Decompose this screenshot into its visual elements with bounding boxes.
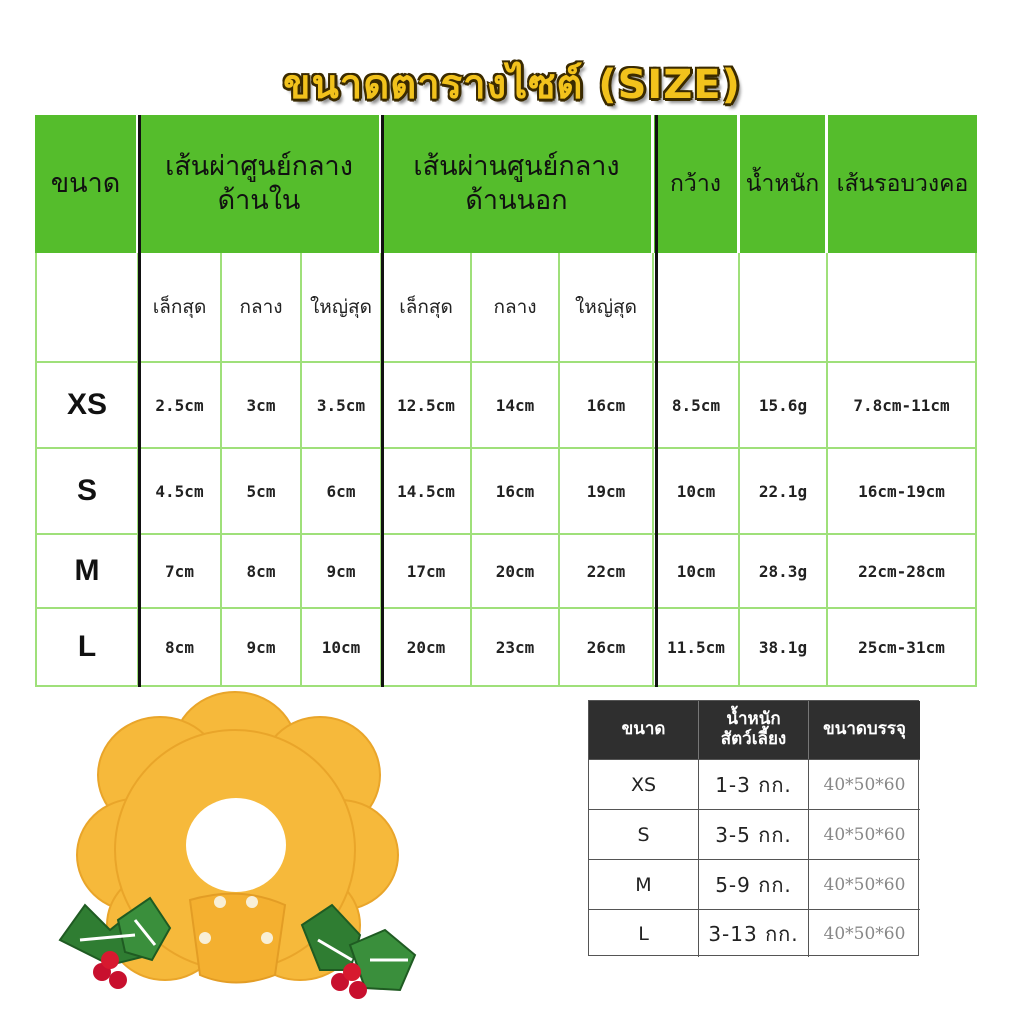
table-cell: 20cm bbox=[472, 535, 560, 609]
table-cell: 3.5cm bbox=[302, 363, 382, 449]
pet-row-pack: 40*50*60 bbox=[809, 859, 920, 909]
table-cell: 38.1g bbox=[740, 609, 828, 687]
table-cell: 16cm bbox=[472, 449, 560, 535]
pet-weight-table bbox=[588, 700, 919, 956]
table-cell: 7.8cm-11cm bbox=[828, 363, 977, 449]
table-cell: 16cm bbox=[560, 363, 654, 449]
table-cell: 22.1g bbox=[740, 449, 828, 535]
table-cell: 15.6g bbox=[740, 363, 828, 449]
table-cell: 8cm bbox=[222, 535, 302, 609]
pet-row-size: M bbox=[589, 859, 699, 909]
table-cell: 9cm bbox=[302, 535, 382, 609]
column-divider bbox=[381, 115, 384, 687]
subheader-cell: กลาง bbox=[222, 253, 302, 363]
header-size: ขนาด bbox=[35, 115, 139, 253]
table-cell: 23cm bbox=[472, 609, 560, 687]
pet-header-weight: น้ำหนัก สัตว์เลี้ยง bbox=[699, 701, 809, 759]
header-weight: น้ำหนัก bbox=[740, 115, 828, 253]
pet-row-weight: 3-5 กก. bbox=[699, 809, 809, 859]
table-cell: 22cm bbox=[560, 535, 654, 609]
table-cell: 10cm bbox=[654, 535, 740, 609]
table-cell: 11.5cm bbox=[654, 609, 740, 687]
table-cell: 6cm bbox=[302, 449, 382, 535]
table-cell: 8.5cm bbox=[654, 363, 740, 449]
column-divider bbox=[655, 115, 658, 687]
pet-header-size: ขนาด bbox=[589, 701, 699, 759]
table-cell: 14.5cm bbox=[382, 449, 472, 535]
table-cell: 3cm bbox=[222, 363, 302, 449]
table-cell: 14cm bbox=[472, 363, 560, 449]
pet-header-pack: ขนาดบรรจุ bbox=[809, 701, 920, 759]
table-cell: 22cm-28cm bbox=[828, 535, 977, 609]
pet-row-size: L bbox=[589, 909, 699, 957]
pet-row-weight: 1-3 กก. bbox=[699, 759, 809, 809]
row-size-label: XS bbox=[35, 363, 139, 449]
subheader-cell: เล็กสุด bbox=[382, 253, 472, 363]
size-chart-table bbox=[35, 115, 977, 687]
table-cell: 4.5cm bbox=[139, 449, 222, 535]
table-cell: 10cm bbox=[654, 449, 740, 535]
row-size-label: S bbox=[35, 449, 139, 535]
table-cell: 16cm-19cm bbox=[828, 449, 977, 535]
pet-row-weight: 3-13 กก. bbox=[699, 909, 809, 957]
table-cell: 5cm bbox=[222, 449, 302, 535]
flower-collar-image bbox=[40, 690, 440, 1010]
table-cell: 17cm bbox=[382, 535, 472, 609]
table-cell: 28.3g bbox=[740, 535, 828, 609]
table-cell: 19cm bbox=[560, 449, 654, 535]
pet-row-pack: 40*50*60 bbox=[809, 759, 920, 809]
subheader-empty bbox=[828, 253, 977, 363]
row-size-label: M bbox=[35, 535, 139, 609]
pet-row-size: XS bbox=[589, 759, 699, 809]
row-size-label: L bbox=[35, 609, 139, 687]
header-inner-diameter: เส้นผ่าศูนย์กลาง ด้านใน bbox=[139, 115, 382, 253]
pet-row-size: S bbox=[589, 809, 699, 859]
table-cell: 26cm bbox=[560, 609, 654, 687]
table-cell: 12.5cm bbox=[382, 363, 472, 449]
pet-row-pack: 40*50*60 bbox=[809, 909, 920, 957]
table-cell: 9cm bbox=[222, 609, 302, 687]
header-neck: เส้นรอบวงคอ bbox=[828, 115, 977, 253]
table-cell: 25cm-31cm bbox=[828, 609, 977, 687]
pet-row-weight: 5-9 กก. bbox=[699, 859, 809, 909]
column-divider bbox=[138, 115, 141, 687]
subheader-empty bbox=[35, 253, 139, 363]
header-outer-diameter: เส้นผ่านศูนย์กลาง ด้านนอก bbox=[382, 115, 654, 253]
page-title: ขนาดตารางไซต์ (SIZE) bbox=[283, 62, 741, 108]
pet-row-pack: 40*50*60 bbox=[809, 809, 920, 859]
subheader-cell: ใหญ่สุด bbox=[560, 253, 654, 363]
table-cell: 7cm bbox=[139, 535, 222, 609]
subheader-empty bbox=[654, 253, 740, 363]
table-cell: 10cm bbox=[302, 609, 382, 687]
subheader-cell: เล็กสุด bbox=[139, 253, 222, 363]
subheader-cell: ใหญ่สุด bbox=[302, 253, 382, 363]
subheader-empty bbox=[740, 253, 828, 363]
table-cell: 8cm bbox=[139, 609, 222, 687]
subheader-cell: กลาง bbox=[472, 253, 560, 363]
header-width: กว้าง bbox=[654, 115, 740, 253]
table-cell: 2.5cm bbox=[139, 363, 222, 449]
table-cell: 20cm bbox=[382, 609, 472, 687]
